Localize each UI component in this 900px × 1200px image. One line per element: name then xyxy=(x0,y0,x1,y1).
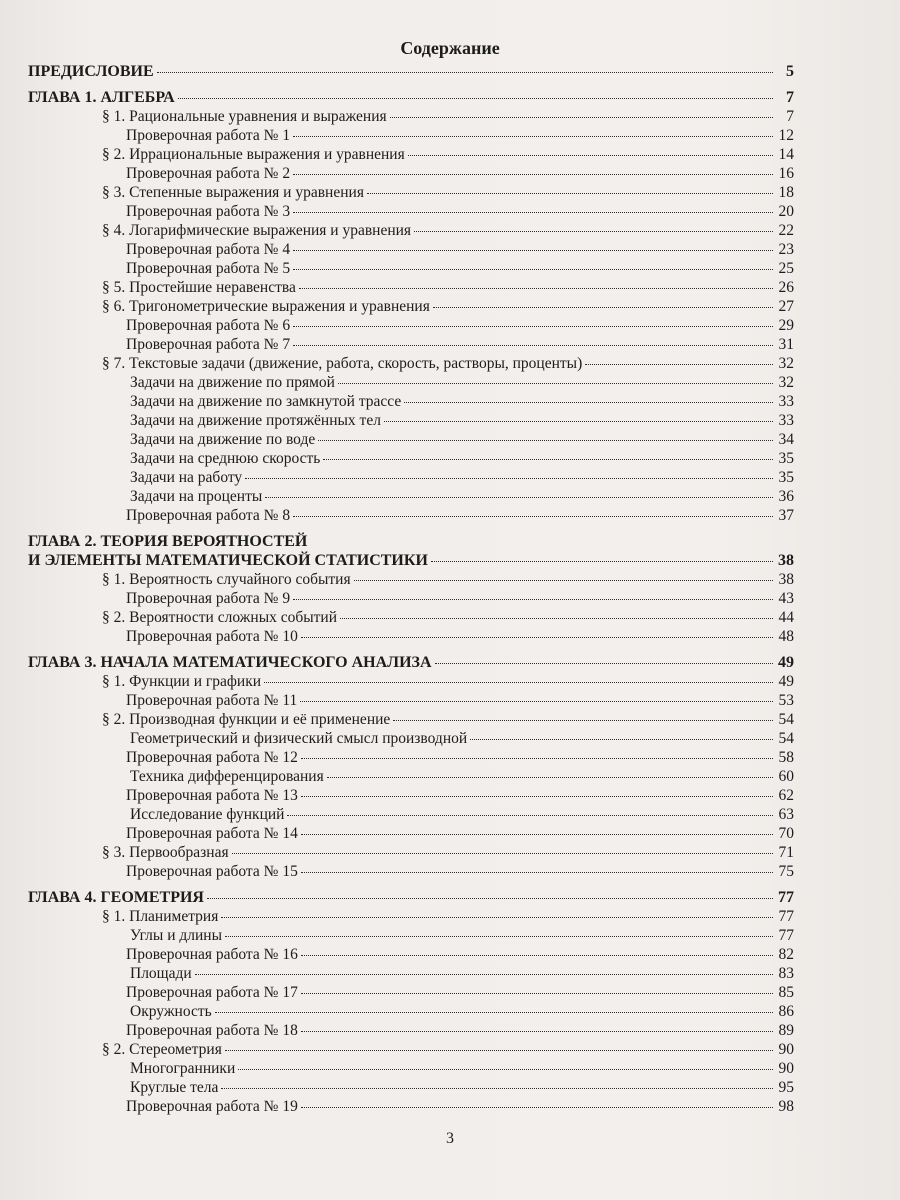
entry-text: § 4. Логарифмические выражения и уравнения xyxy=(102,222,412,239)
leader-dots xyxy=(195,974,773,975)
toc-entry[interactable] xyxy=(28,748,794,767)
leader-dots xyxy=(293,269,773,270)
entry-page: 90 xyxy=(778,1041,794,1058)
entry-page: 43 xyxy=(778,590,794,607)
leader-dots xyxy=(300,701,773,702)
leader-dots xyxy=(338,383,773,384)
toc-entry[interactable] xyxy=(28,316,794,335)
toc-entry[interactable] xyxy=(28,672,794,691)
entry-text: Геометрический и физический смысл производной xyxy=(130,730,468,747)
toc-entry[interactable] xyxy=(28,221,794,240)
leader-dots xyxy=(327,777,773,778)
entry-text: Проверочная работа № 18 xyxy=(126,1022,298,1039)
chapter-title: ГЛАВА 3. НАЧАЛА МАТЕМАТИЧЕСКОГО АНАЛИЗА xyxy=(28,654,432,671)
toc-entry[interactable] xyxy=(28,487,794,506)
toc-entry-preface[interactable] xyxy=(28,62,794,81)
entry-text: Проверочная работа № 7 xyxy=(126,336,291,353)
toc-entry[interactable] xyxy=(28,1097,794,1116)
leader-dots xyxy=(367,193,773,194)
toc-entry[interactable] xyxy=(28,297,794,316)
leader-dots xyxy=(264,682,773,683)
entry-text: Окружность xyxy=(130,1003,212,1020)
toc-entry[interactable] xyxy=(28,411,794,430)
entry-text: § 2. Вероятности сложных событий xyxy=(102,609,338,626)
entry-page: 27 xyxy=(778,298,794,315)
entry-text: Задачи на движение протяжённых тел xyxy=(130,412,381,429)
page-number: 3 xyxy=(446,1130,454,1147)
entry-text: Проверочная работа № 6 xyxy=(126,317,291,334)
leader-dots xyxy=(340,618,773,619)
entry-page: 62 xyxy=(778,787,794,804)
leader-dots xyxy=(384,421,773,422)
toc-entry[interactable] xyxy=(28,164,794,183)
toc-entry[interactable] xyxy=(28,589,794,608)
entry-text: Проверочная работа № 8 xyxy=(126,507,291,524)
leader-dots xyxy=(299,288,773,289)
entry-page: 22 xyxy=(778,222,794,239)
entry-text: § 1. Рациональные уравнения и выражения xyxy=(102,108,387,125)
leader-dots xyxy=(301,758,773,759)
entry-text: § 2. Производная функции и её применение xyxy=(102,711,391,728)
entry-text: Проверочная работа № 17 xyxy=(126,984,298,1001)
leader-dots xyxy=(178,98,773,99)
entry-text: Площади xyxy=(130,965,192,982)
leader-dots xyxy=(433,307,773,308)
toc-entry[interactable] xyxy=(28,468,794,487)
leader-dots xyxy=(354,580,773,581)
leader-dots xyxy=(225,936,773,937)
entry-page: 16 xyxy=(778,165,794,182)
leader-dots xyxy=(318,440,773,441)
toc-entry[interactable] xyxy=(28,1040,794,1059)
entry-text: § 7. Текстовые задачи (движение, работа, скорость, растворы, проценты) xyxy=(102,355,583,372)
leader-dots xyxy=(585,364,773,365)
entry-page: 32 xyxy=(778,355,794,372)
chapter-title: ГЛАВА 4. ГЕОМЕТРИЯ xyxy=(28,889,204,906)
toc-entry[interactable] xyxy=(28,392,794,411)
toc-entry[interactable] xyxy=(28,786,794,805)
leader-dots xyxy=(301,796,773,797)
chapter-title: ГЛАВА 1. АЛГЕБРА xyxy=(28,89,175,106)
entry-page: 77 xyxy=(778,908,794,925)
leader-dots xyxy=(293,516,773,517)
entry-page: 32 xyxy=(778,374,794,391)
entry-text: ПРЕДИСЛОВИЕ xyxy=(28,63,154,80)
entry-text: Проверочная работа № 1 xyxy=(126,127,291,144)
toc-entry[interactable] xyxy=(28,126,794,145)
toc-entry[interactable] xyxy=(28,202,794,221)
entry-text: § 1. Планиметрия xyxy=(102,908,219,925)
toc-entry[interactable] xyxy=(28,449,794,468)
entry-text: Проверочная работа № 16 xyxy=(126,946,298,963)
entry-page: 98 xyxy=(778,1098,794,1115)
entry-text: Задачи на среднюю скорость xyxy=(130,450,321,467)
leader-dots xyxy=(408,155,773,156)
entry-page: 60 xyxy=(778,768,794,785)
entry-page: 35 xyxy=(778,450,794,467)
entry-page: 37 xyxy=(778,507,794,524)
leader-dots xyxy=(265,497,773,498)
entry-text: Проверочная работа № 14 xyxy=(126,825,298,842)
entry-page: 71 xyxy=(778,844,794,861)
leader-dots xyxy=(232,853,773,854)
toc-entry[interactable] xyxy=(28,608,794,627)
chapter-page: 7 xyxy=(786,89,794,106)
leader-dots xyxy=(293,326,773,327)
leader-dots xyxy=(301,955,773,956)
toc-entry[interactable] xyxy=(28,907,794,926)
entry-text: Проверочная работа № 5 xyxy=(126,260,291,277)
leader-dots xyxy=(301,1107,773,1108)
leader-dots xyxy=(293,174,773,175)
entry-page: 26 xyxy=(778,279,794,296)
entry-page: 90 xyxy=(778,1060,794,1077)
leader-dots xyxy=(301,637,773,638)
entry-page: 82 xyxy=(778,946,794,963)
toc-entry[interactable] xyxy=(28,278,794,297)
entry-page: 12 xyxy=(778,127,794,144)
entry-page: 75 xyxy=(778,863,794,880)
chapter-page: 77 xyxy=(778,889,794,906)
entry-page: 83 xyxy=(778,965,794,982)
entry-page: 29 xyxy=(778,317,794,334)
entry-page: 20 xyxy=(778,203,794,220)
entry-text: Задачи на проценты xyxy=(130,488,263,505)
entry-page: 36 xyxy=(778,488,794,505)
toc-entry[interactable] xyxy=(28,1021,794,1040)
entry-text: Круглые тела xyxy=(130,1079,219,1096)
entry-page: 14 xyxy=(778,146,794,163)
toc-entry[interactable] xyxy=(28,824,794,843)
leader-dots xyxy=(207,898,773,899)
entry-page: 33 xyxy=(778,393,794,410)
leader-dots xyxy=(157,72,773,73)
entry-page: 44 xyxy=(778,609,794,626)
entry-page: 86 xyxy=(778,1003,794,1020)
entry-page: 31 xyxy=(778,336,794,353)
entry-page: 38 xyxy=(778,571,794,588)
entry-page: 23 xyxy=(778,241,794,258)
entry-page: 35 xyxy=(778,469,794,486)
toc-chapter-1[interactable] xyxy=(28,88,794,107)
leader-dots xyxy=(238,1069,773,1070)
entry-text: Задачи на движение по замкнутой трассе xyxy=(130,393,402,410)
chapter-page: 38 xyxy=(778,552,794,569)
toc-entry[interactable] xyxy=(28,430,794,449)
leader-dots xyxy=(293,212,773,213)
entry-text: § 5. Простейшие неравенства xyxy=(102,279,296,296)
entry-text: Проверочная работа № 11 xyxy=(126,692,298,709)
leader-dots xyxy=(301,1031,773,1032)
leader-dots xyxy=(301,872,773,873)
entry-page: 48 xyxy=(778,628,794,645)
toc-entry[interactable] xyxy=(28,945,794,964)
toc-entry[interactable] xyxy=(28,240,794,259)
toc-entry[interactable] xyxy=(28,691,794,710)
leader-dots xyxy=(301,834,773,835)
toc-entry[interactable] xyxy=(28,373,794,392)
entry-page: 54 xyxy=(778,711,794,728)
toc-entry[interactable] xyxy=(28,183,794,202)
entry-page: 70 xyxy=(778,825,794,842)
leader-dots xyxy=(323,459,773,460)
leader-dots xyxy=(287,815,773,816)
leader-dots xyxy=(293,599,773,600)
toc-entry[interactable] xyxy=(28,145,794,164)
entry-text: Проверочная работа № 13 xyxy=(126,787,298,804)
entry-text: § 3. Первообразная xyxy=(102,844,229,861)
toc-entry[interactable] xyxy=(28,570,794,589)
entry-page: 53 xyxy=(778,692,794,709)
table-of-contents xyxy=(28,62,794,1116)
toc-entry[interactable] xyxy=(28,805,794,824)
entry-text: Проверочная работа № 19 xyxy=(126,1098,298,1115)
toc-title: Содержание xyxy=(400,38,500,58)
toc-chapter-4[interactable] xyxy=(28,888,794,907)
entry-page: 7 xyxy=(786,108,794,125)
toc-entry[interactable] xyxy=(28,983,794,1002)
entry-text: § 2. Стереометрия xyxy=(102,1041,222,1058)
toc-chapter-3[interactable] xyxy=(28,653,794,672)
toc-entry[interactable] xyxy=(28,710,794,729)
toc-entry[interactable] xyxy=(28,964,794,983)
toc-entry[interactable] xyxy=(28,926,794,945)
entry-text: § 6. Тригонометрические выражения и уравнения xyxy=(102,298,430,315)
entry-text: Проверочная работа № 12 xyxy=(126,749,298,766)
leader-dots xyxy=(431,561,773,562)
leader-dots xyxy=(470,739,773,740)
chapter-title-line: ГЛАВА 2. ТЕОРИЯ ВЕРОЯТНОСТЕЙ xyxy=(28,533,308,550)
toc-entry[interactable] xyxy=(28,354,794,373)
toc-entry[interactable] xyxy=(28,767,794,786)
entry-page: 54 xyxy=(778,730,794,747)
entry-text: Проверочная работа № 4 xyxy=(126,241,291,258)
toc-entry[interactable] xyxy=(28,1059,794,1078)
toc-entry[interactable] xyxy=(28,1002,794,1021)
entry-page: 5 xyxy=(786,63,794,80)
chapter-page: 49 xyxy=(778,654,794,671)
toc-entry[interactable] xyxy=(28,862,794,881)
entry-text: Многогранники xyxy=(130,1060,236,1077)
entry-page: 25 xyxy=(778,260,794,277)
leader-dots xyxy=(301,993,773,994)
entry-page: 95 xyxy=(778,1079,794,1096)
entry-text: Задачи на движение по прямой xyxy=(130,374,335,391)
leader-dots xyxy=(221,917,773,918)
entry-text: Проверочная работа № 2 xyxy=(126,165,291,182)
toc-entry[interactable] xyxy=(28,107,794,126)
leader-dots xyxy=(435,663,773,664)
toc-entry[interactable] xyxy=(28,335,794,354)
leader-dots xyxy=(225,1050,773,1051)
toc-entry[interactable] xyxy=(28,627,794,646)
leader-dots xyxy=(404,402,773,403)
entry-text: Задачи на движение по воде xyxy=(130,431,316,448)
entry-page: 77 xyxy=(778,927,794,944)
entry-page: 58 xyxy=(778,749,794,766)
entry-text: Углы и длины xyxy=(130,927,223,944)
leader-dots xyxy=(221,1088,773,1089)
leader-dots xyxy=(414,231,773,232)
entry-text: § 2. Иррациональные выражения и уравнения xyxy=(102,146,405,163)
leader-dots xyxy=(215,1012,773,1013)
entry-page: 63 xyxy=(778,806,794,823)
entry-page: 89 xyxy=(778,1022,794,1039)
entry-page: 85 xyxy=(778,984,794,1001)
entry-text: Проверочная работа № 3 xyxy=(126,203,291,220)
toc-entry[interactable] xyxy=(28,506,794,525)
entry-page: 18 xyxy=(778,184,794,201)
toc-entry[interactable] xyxy=(28,843,794,862)
entry-page: 33 xyxy=(778,412,794,429)
leader-dots xyxy=(293,136,773,137)
entry-text: § 3. Степенные выражения и уравнения xyxy=(102,184,364,201)
toc-entry[interactable] xyxy=(28,259,794,278)
entry-text: § 1. Функции и графики xyxy=(102,673,262,690)
leader-dots xyxy=(245,478,773,479)
toc-entry[interactable] xyxy=(28,729,794,748)
leader-dots xyxy=(393,720,773,721)
leader-dots xyxy=(390,117,773,118)
entry-text: Проверочная работа № 15 xyxy=(126,863,298,880)
entry-text: Проверочная работа № 10 xyxy=(126,628,298,645)
leader-dots xyxy=(293,250,773,251)
entry-text: Проверочная работа № 9 xyxy=(126,590,291,607)
entry-text: § 1. Вероятность случайного события xyxy=(102,571,351,588)
entry-page: 49 xyxy=(778,673,794,690)
toc-entry[interactable] xyxy=(28,1078,794,1097)
chapter-title: И ЭЛЕМЕНТЫ МАТЕМАТИЧЕСКОЙ СТАТИСТИКИ xyxy=(28,552,428,569)
entry-text: Задачи на работу xyxy=(130,469,243,486)
toc-chapter-2[interactable] xyxy=(28,551,794,570)
leader-dots xyxy=(293,345,773,346)
entry-page: 34 xyxy=(778,431,794,448)
entry-text: Техника дифференцирования xyxy=(130,768,324,785)
entry-text: Исследование функций xyxy=(130,806,285,823)
